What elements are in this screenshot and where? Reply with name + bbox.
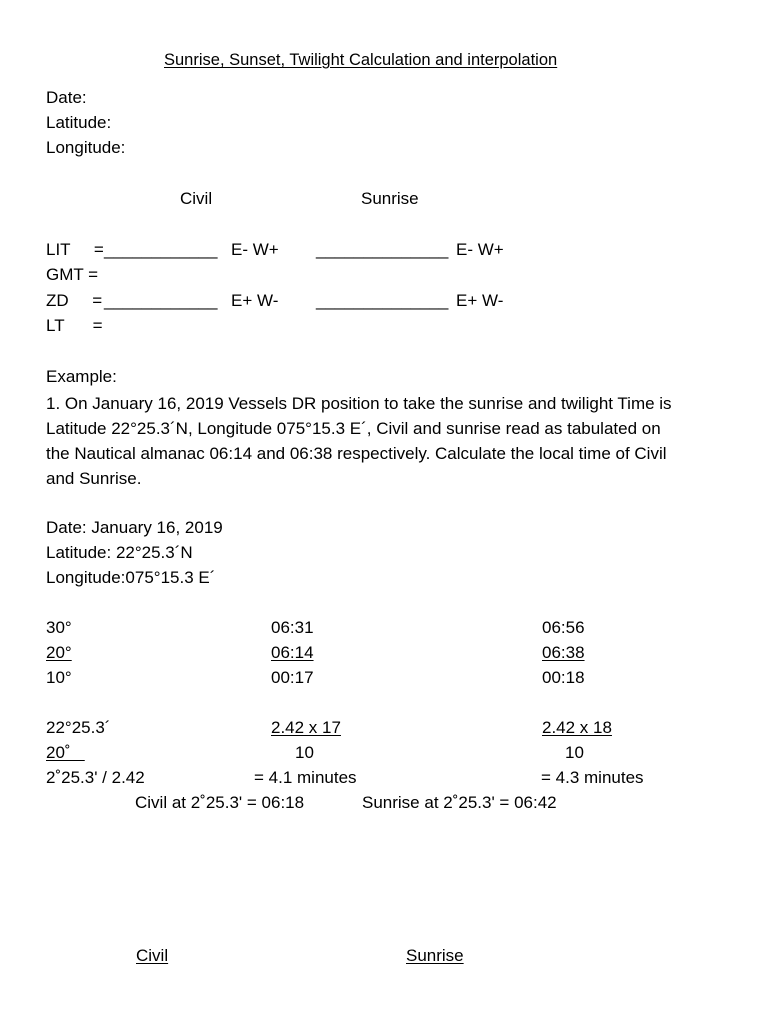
row-sunrise: 06:38: [542, 643, 585, 662]
row-latitude: 10°: [46, 668, 72, 687]
interp-lat-value: 22°25.3´: [46, 718, 111, 737]
interp-diff: 2˚25.3' / 2.42: [46, 768, 145, 787]
example-heading: Example:: [46, 367, 117, 386]
interp-sunrise-result: = 4.3 minutes: [541, 768, 644, 787]
civil-column-heading: Civil: [180, 189, 213, 208]
zd-label: ZD =: [46, 291, 103, 310]
interp-lat-base: 20˚: [46, 743, 85, 762]
page-title: Sunrise, Sunset, Twilight Calculation and interpolation: [164, 51, 558, 69]
row-sunrise: 06:56: [542, 618, 585, 637]
row-latitude: 30°: [46, 618, 72, 637]
row-latitude: 20°: [46, 643, 72, 662]
interp-sunrise-denominator: 10: [565, 743, 584, 762]
example-line: and Sunrise.: [46, 469, 142, 488]
example-line: the Nautical almanac 06:14 and 06:38 respectively. Calculate the local time of Civil: [46, 444, 667, 463]
footer-sunrise: Sunrise: [406, 946, 464, 965]
latitude-label: Latitude:: [46, 113, 112, 132]
row-civil: 06:14: [271, 643, 314, 662]
given-date: Date: January 16, 2019: [46, 518, 223, 537]
lit-label: LIT =: [46, 240, 104, 259]
interp-sunrise-numerator: 2.42 x 18: [542, 718, 612, 737]
row-civil: 00:17: [271, 668, 314, 687]
sunrise-column-heading: Sunrise: [361, 189, 419, 208]
example-line: 1. On January 16, 2019 Vessels DR position to take the sunrise and twilight Time is: [46, 394, 672, 413]
lit-sunrise-sign: E- W+: [456, 240, 504, 259]
given-longitude: Longitude:075°15.3 E´: [46, 568, 216, 587]
lit-civil-sign: E- W+: [231, 240, 279, 259]
interp-civil-result: = 4.1 minutes: [254, 768, 357, 787]
date-label: Date:: [46, 88, 87, 107]
civil-final: Civil at 2˚25.3' = 06:18: [135, 793, 305, 812]
zd-sunrise-sign: E+ W-: [456, 291, 504, 310]
example-line: Latitude 22°25.3´N, Longitude 075°15.3 E´, Civil and sunrise read as tabulated on: [46, 419, 661, 438]
lit-sunrise-blank: ______________: [316, 240, 449, 259]
given-latitude: Latitude: 22°25.3´N: [46, 543, 193, 562]
row-sunrise: 00:18: [542, 668, 585, 687]
zd-civil-sign: E+ W-: [231, 291, 279, 310]
example-paragraph: [46, 391, 726, 491]
footer-civil: Civil: [136, 946, 169, 965]
gmt-label: GMT =: [46, 265, 99, 284]
lit-civil-blank: ____________: [104, 240, 218, 259]
zd-civil-blank: ____________: [104, 291, 218, 310]
lt-label: LT =: [46, 316, 103, 335]
sunrise-final: Sunrise at 2˚25.3' = 06:42: [362, 793, 557, 812]
zd-sunrise-blank: ______________: [316, 291, 449, 310]
interp-civil-denominator: 10: [295, 743, 314, 762]
longitude-label: Longitude:: [46, 138, 126, 157]
row-civil: 06:31: [271, 618, 314, 637]
interp-civil-numerator: 2.42 x 17: [271, 718, 341, 737]
